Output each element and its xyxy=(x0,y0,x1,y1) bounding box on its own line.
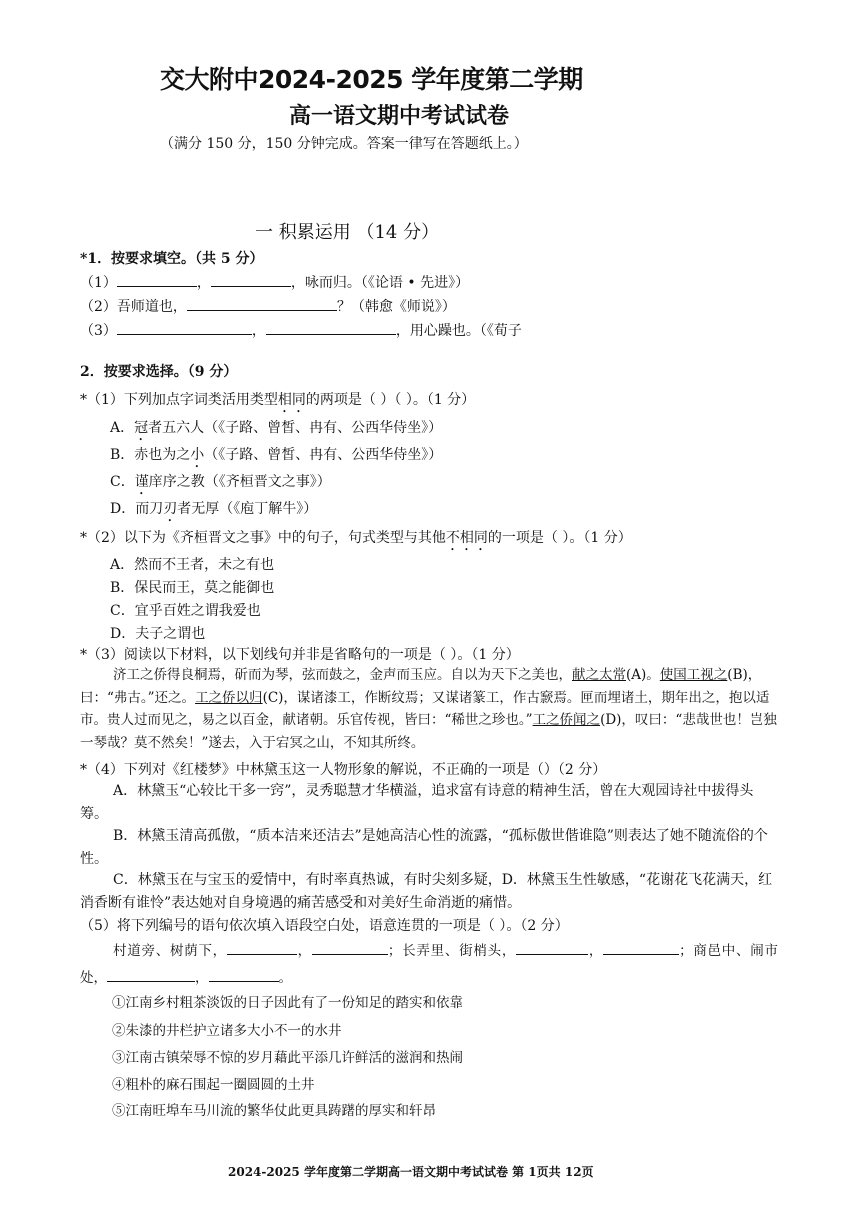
q2-2-stem: *（2）以下为《齐桓晋文之事》中的句子，句式类型与其他不相同的一项是（ ）。（1 分） xyxy=(80,530,632,546)
q2-2-option-b: B．保民而王，莫之能御也 xyxy=(110,580,275,596)
q2-2-option-c: C．宜乎百姓之谓我爱也 xyxy=(110,603,261,619)
q2-5-stem: （5）将下列编号的语句依次填入语段空白处，语意连贯的一项是（ ）。（2 分） xyxy=(80,918,569,934)
section-1-title: 一 积累运用 （14 分） xyxy=(255,222,440,243)
q2-2-option-d: D．夫子之谓也 xyxy=(110,626,206,642)
q1-heading: *1．按要求填空。（共 5 分） xyxy=(80,251,264,267)
q2-5-passage: 村道旁、树荫下， ， ；长弄里、街梢头， ， ；商邑中、闹市处， ， 。 xyxy=(80,938,778,992)
q2-3-stem: *（3）阅读以下材料，以下划线句并非是省略句的一项是（ ）。（1 分） xyxy=(80,647,520,663)
q1-item-3: （3） ， ，用心躁也。（《荀子 xyxy=(80,320,522,340)
underline-a: 献之太常 xyxy=(572,667,626,683)
q2-4-option-c: C．林黛玉在与宝玉的爱情中，有时率真热诚，有时尖刻多疑，D．林黛玉生性敏感，“花谢花飞花满天，红消香断有谁怜”表达她对自身境遇的痛苦感受和对美好生命消逝的痛惜。 xyxy=(80,872,773,911)
q2-heading: 2．按要求选择。（9 分） xyxy=(80,364,238,380)
q2-5-item-2: ②朱漆的井栏护立诸多大小不一的水井 xyxy=(112,1023,342,1039)
q2-5-item-3: ③江南古镇荣辱不惊的岁月藉此平添几许鲜活的滋润和热闹 xyxy=(112,1050,463,1066)
q2-5-item-5: ⑤江南旺埠车马川流的繁华仗此更具踌躇的厚实和轩昂 xyxy=(112,1103,436,1119)
underline-b: 使国工视之 xyxy=(659,667,728,683)
q1-item-1: （1） ， ，咏而归。（《论语 • 先进》） xyxy=(80,272,469,292)
underline-c: 工之侨以归 xyxy=(195,689,263,706)
q2-1-stem: *（1）下列加点字词类活用类型相同的两项是（ ）（ ）。（1 分） xyxy=(80,392,476,408)
q2-2-option-a: A．然而不王者，未之有也 xyxy=(110,557,275,573)
q2-4-option-b: B．林黛玉清高孤傲，“质本洁来还洁去”是她高洁心性的流露，“孤标傲世偕谁隐”则表达了她不随流俗的个性。 xyxy=(80,828,768,867)
q2-1-option-b: B．赤也为之小（《子路、曾皙、冉有、公西华侍坐》） xyxy=(110,447,443,463)
q2-4-option-a: A．林黛玉“心较比干多一窍”，灵秀聪慧才华横溢，追求富有诗意的精神生活，曾在大观园诗社中拔得头筹。 xyxy=(80,783,754,822)
q2-5-item-1: ①江南乡村粗茶淡饭的日子因此有了一份知足的踏实和依靠 xyxy=(112,995,463,1011)
q2-1-option-c: C．谨庠序之教（《齐桓晋文之事》） xyxy=(110,474,331,490)
q2-5-item-4: ④粗朴的麻石围起一圈圆圆的土井 xyxy=(112,1077,315,1093)
exam-subtitle: 高一语文期中考试试卷 xyxy=(289,104,510,129)
q2-4-stem: *（4）下列对《红楼梦》中林黛玉这一人物形象的解说，不正确的一项是（）（2 分） xyxy=(80,762,607,778)
q1-item-2: （2）吾师道也， ？（韩愈《师说》） xyxy=(80,296,456,316)
exam-note: （满分 150 分，150 分钟完成。答案一律写在答题纸上。） xyxy=(160,136,528,152)
exam-title: 交大附中2024-2025 学年度第二学期 xyxy=(160,65,583,94)
q2-3-passage: 济工之侨得良桐焉，斫而为琴，弦而鼓之，金声而玉应。自以为天下之美也，献之太常(A)。使国工视之(B)，曰：“弗古。”还之。工之侨以归(C)，谋诸漆工，作断纹焉；又谋诸篆工，作古窾焉。匣而埋诸土，期年出之，抱以适市。贵人过而见之，易之以百金，献诸朝。乐官传视，皆曰：“稀世之珍也。”工之侨闻之(D)，叹曰：“悲哉世也！岂独一琴哉？莫不然矣！”遂去，入于宕冥之山，不知其所终。 xyxy=(80,667,777,751)
underline-d: 工之侨闻之 xyxy=(532,712,601,728)
q2-1-option-a: A．冠者五六人（《子路、曾皙、冉有、公西华侍坐》） xyxy=(110,420,443,436)
page-footer: 2024-2025 学年度第二学期高一语文期中考试试卷 第 1页共 12页 xyxy=(228,1165,594,1179)
q2-1-option-d: D．而刀刃者无厚（《庖丁解牛》） xyxy=(110,501,318,517)
